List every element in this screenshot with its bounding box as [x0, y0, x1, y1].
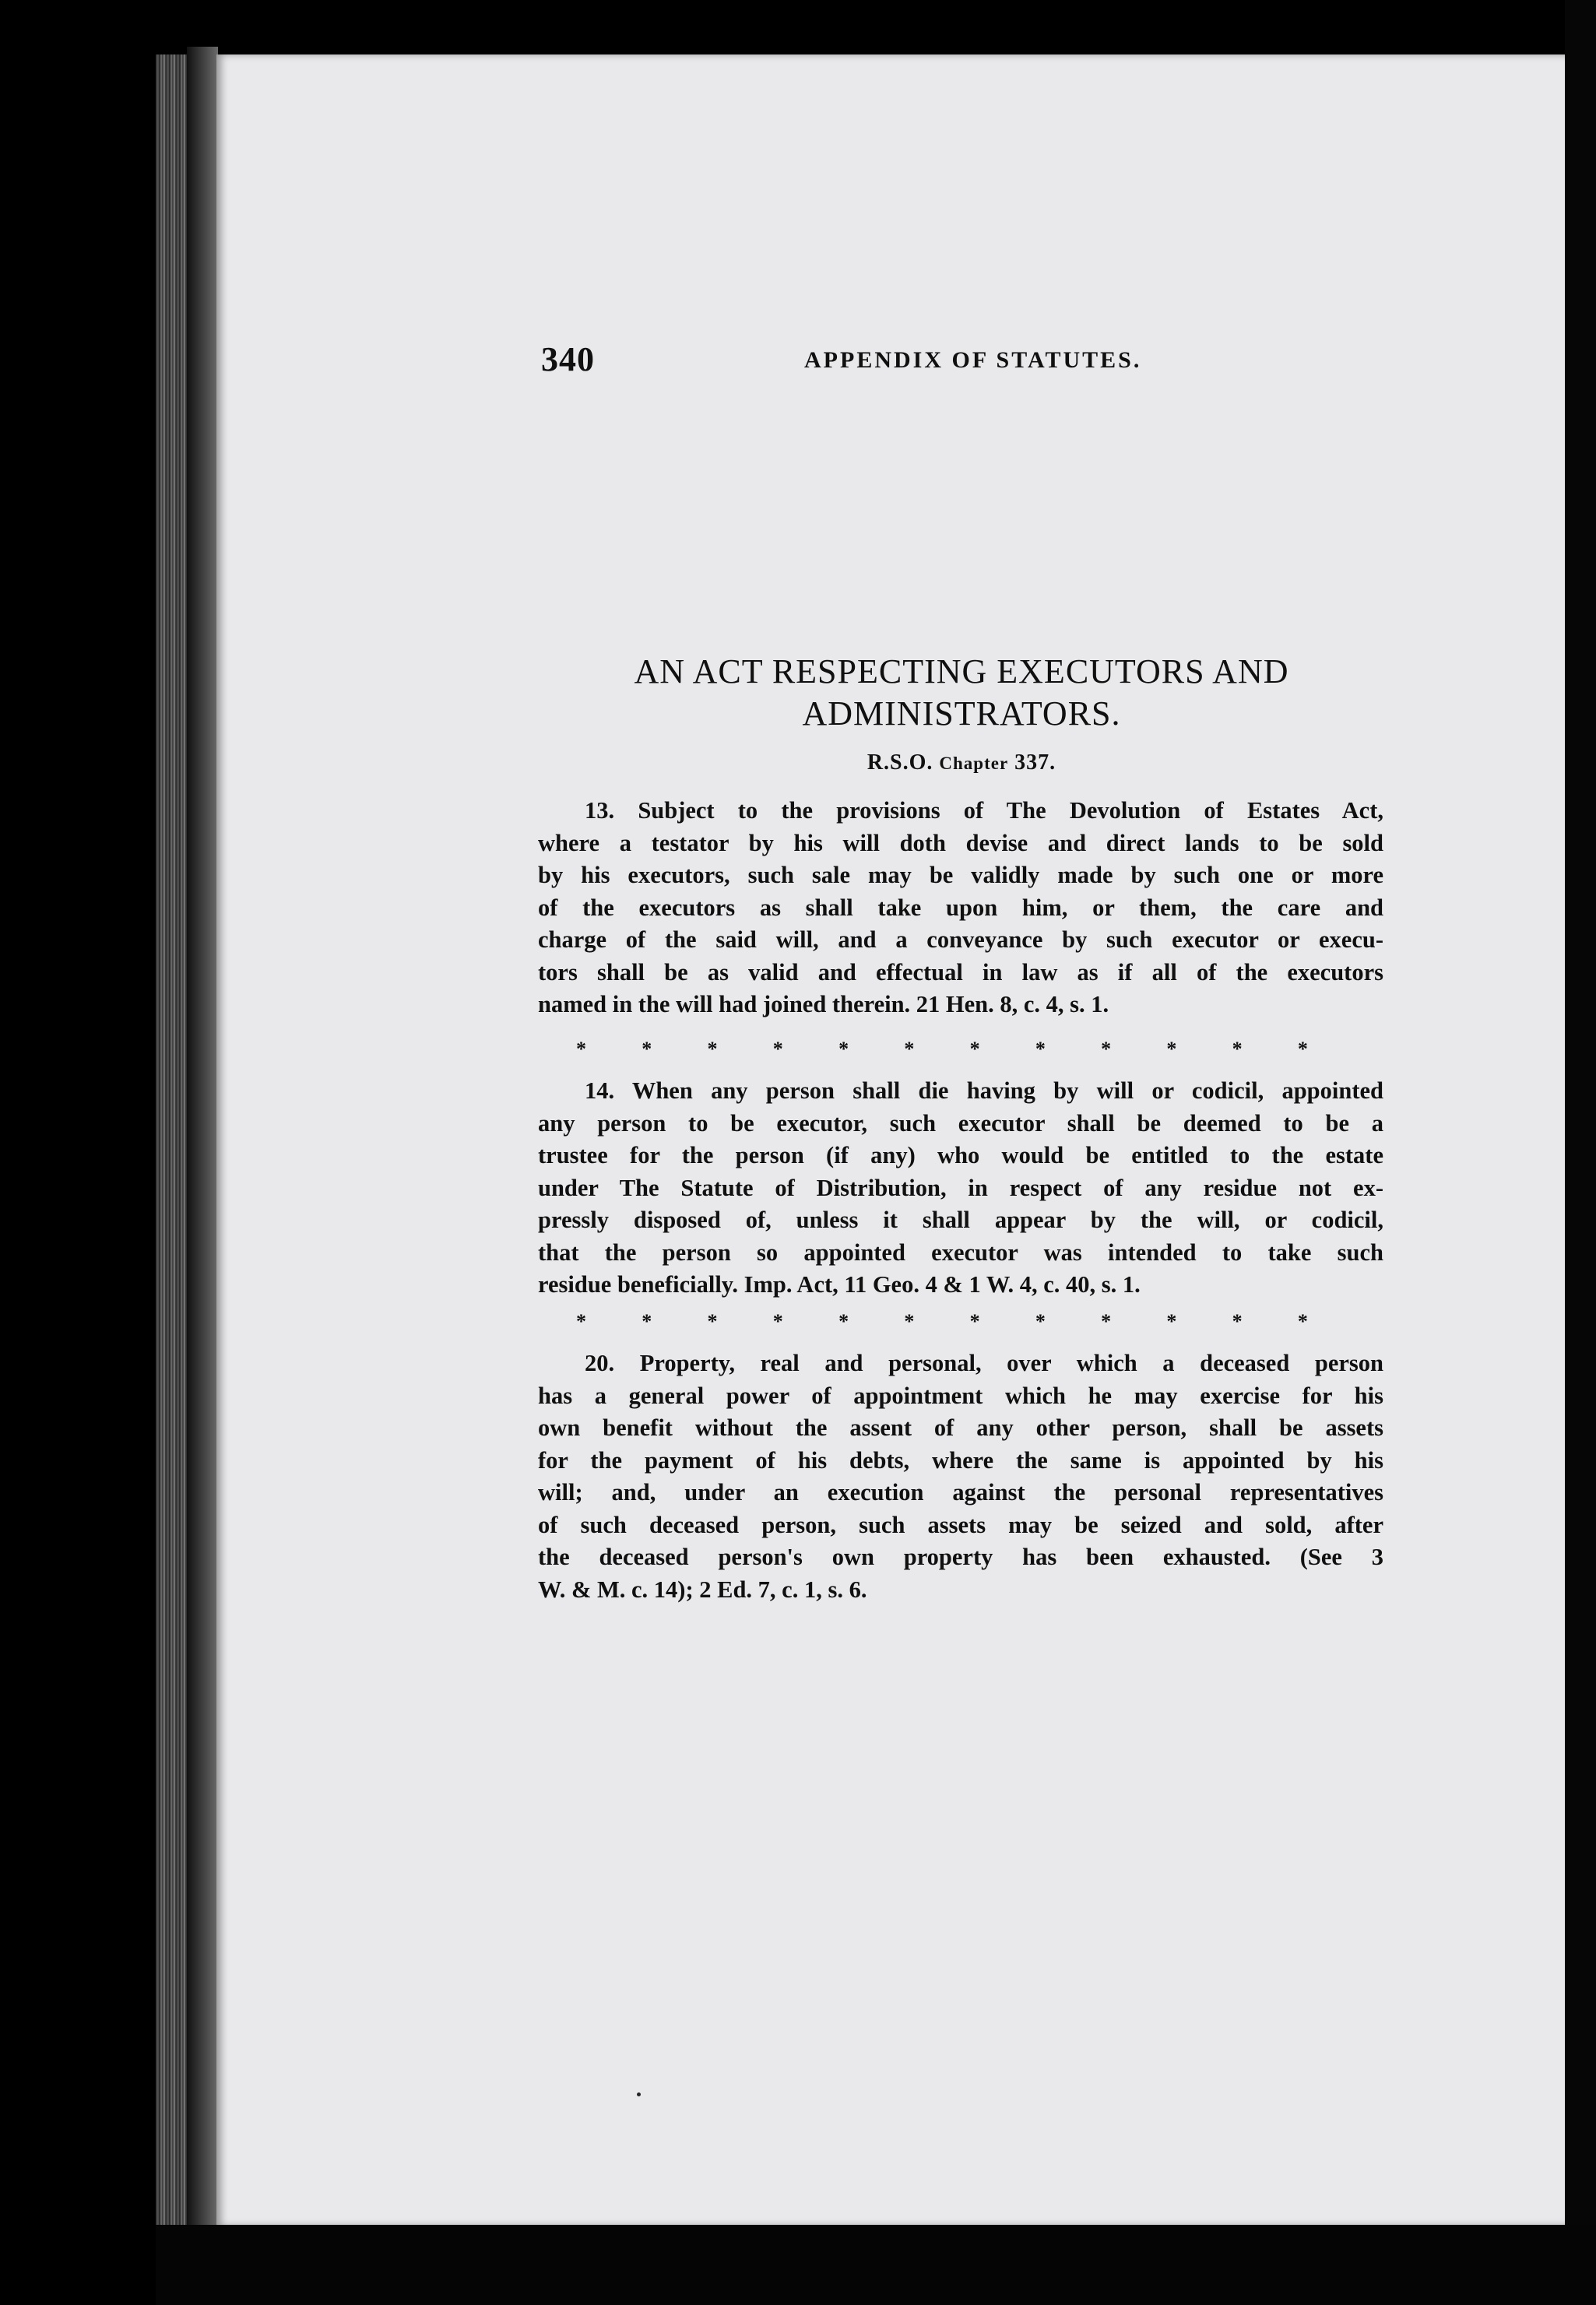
- asterisk: *: [1101, 1310, 1112, 1333]
- asterisk: *: [838, 1310, 849, 1333]
- act-title: [537, 651, 1386, 735]
- asterisk: *: [772, 1310, 783, 1333]
- section-line: the deceased person's own property has been exhausted. (See 3: [538, 1544, 1383, 1570]
- section-line: by his executors, such sale may be validly made by such one or more: [538, 862, 1383, 888]
- binding-shadow: [187, 47, 218, 2242]
- section-13: [538, 795, 1383, 1021]
- asterisk: *: [904, 1310, 915, 1333]
- chapter-word: Chapter: [939, 754, 1009, 773]
- section-line: W. & M. c. 14); 2 Ed. 7, c. 1, s. 6.: [538, 1576, 867, 1603]
- asterisk: *: [707, 1038, 718, 1060]
- asterisk: *: [1166, 1310, 1177, 1333]
- asterisk: *: [1232, 1310, 1243, 1333]
- section-line: any person to be executor, such executor shall be deemed to be a: [538, 1109, 1383, 1137]
- section-line: trustee for the person (if any) who would be entitled to the estate: [538, 1142, 1383, 1168]
- chapter-reference: [537, 750, 1386, 775]
- section-line: has a general power of appointment which he may exercise for his: [538, 1382, 1383, 1409]
- section-line: tors shall be as valid and effectual in law as if all of the executors: [538, 958, 1383, 986]
- asterisk: *: [1166, 1038, 1177, 1060]
- chapter-prefix: R.S.O.: [867, 750, 940, 775]
- section-line: named in the will had joined therein. 21 Hen. 8, c. 4, s. 1.: [538, 991, 1109, 1017]
- section-line: under The Statute of Distribution, in respect of any residue not ex-: [538, 1174, 1383, 1201]
- omission-asterisks: [576, 1038, 1308, 1061]
- section-line: own benefit without the assent of any other person, shall be assets: [538, 1414, 1383, 1441]
- asterisk: *: [642, 1310, 652, 1333]
- running-head-title: APPENDIX OF STATUTES.: [804, 347, 1142, 373]
- section-line: 20. Property, real and personal, over which a deceased person: [585, 1350, 1383, 1376]
- right-dark-edge: [1565, 0, 1596, 2305]
- section-line: that the person so appointed executor was intended to take such: [538, 1239, 1383, 1266]
- section-line: will; and, under an execution against the personal representatives: [538, 1479, 1383, 1506]
- omission-asterisks: [576, 1310, 1308, 1333]
- chapter-number: 337.: [1008, 750, 1056, 775]
- section-line: 13. Subject to the provisions of The Devolution of Estates Act,: [585, 797, 1383, 824]
- section-line: pressly disposed of, unless it shall appear by the will, or codicil,: [538, 1207, 1383, 1233]
- running-head: [541, 339, 1385, 386]
- asterisk: *: [1101, 1038, 1112, 1060]
- asterisk: *: [904, 1038, 915, 1060]
- asterisk: *: [969, 1038, 980, 1060]
- asterisk: *: [1297, 1038, 1308, 1060]
- asterisk: *: [642, 1038, 652, 1060]
- section-line: of such deceased person, such assets may be seized and sold, after: [538, 1511, 1383, 1538]
- act-title-line: AN ACT RESPECTING EXECUTORS AND: [634, 652, 1289, 690]
- section-line: for the payment of his debts, where the same is appointed by his: [538, 1446, 1383, 1474]
- act-title-line: ADMINISTRATORS.: [802, 694, 1121, 733]
- page-number: 340: [541, 340, 595, 378]
- section-14: [538, 1075, 1383, 1302]
- bottom-dark-band: [156, 2225, 1596, 2305]
- asterisk: *: [1297, 1310, 1308, 1333]
- section-20: [538, 1348, 1383, 1606]
- asterisk: *: [707, 1310, 718, 1333]
- section-line: 14. When any person shall die having by will or codicil, appointed: [585, 1077, 1383, 1104]
- asterisk: *: [838, 1038, 849, 1060]
- dust-speck: [637, 2092, 641, 2096]
- asterisk: *: [772, 1038, 783, 1060]
- section-line: where a testator by his will doth devise and direct lands to be sold: [538, 829, 1383, 856]
- asterisk: *: [1232, 1038, 1243, 1060]
- section-line: of the executors as shall take upon him, or them, the care and: [538, 894, 1383, 921]
- section-line: charge of the said will, and a conveyance by such executor or execu-: [538, 926, 1383, 953]
- asterisk: *: [576, 1038, 586, 1060]
- asterisk: *: [969, 1310, 980, 1333]
- asterisk: *: [1035, 1038, 1046, 1060]
- section-line: residue beneficially. Imp. Act, 11 Geo. 4 & 1 W. 4, c. 40, s. 1.: [538, 1271, 1141, 1298]
- asterisk: *: [1035, 1310, 1046, 1333]
- asterisk: *: [576, 1310, 586, 1333]
